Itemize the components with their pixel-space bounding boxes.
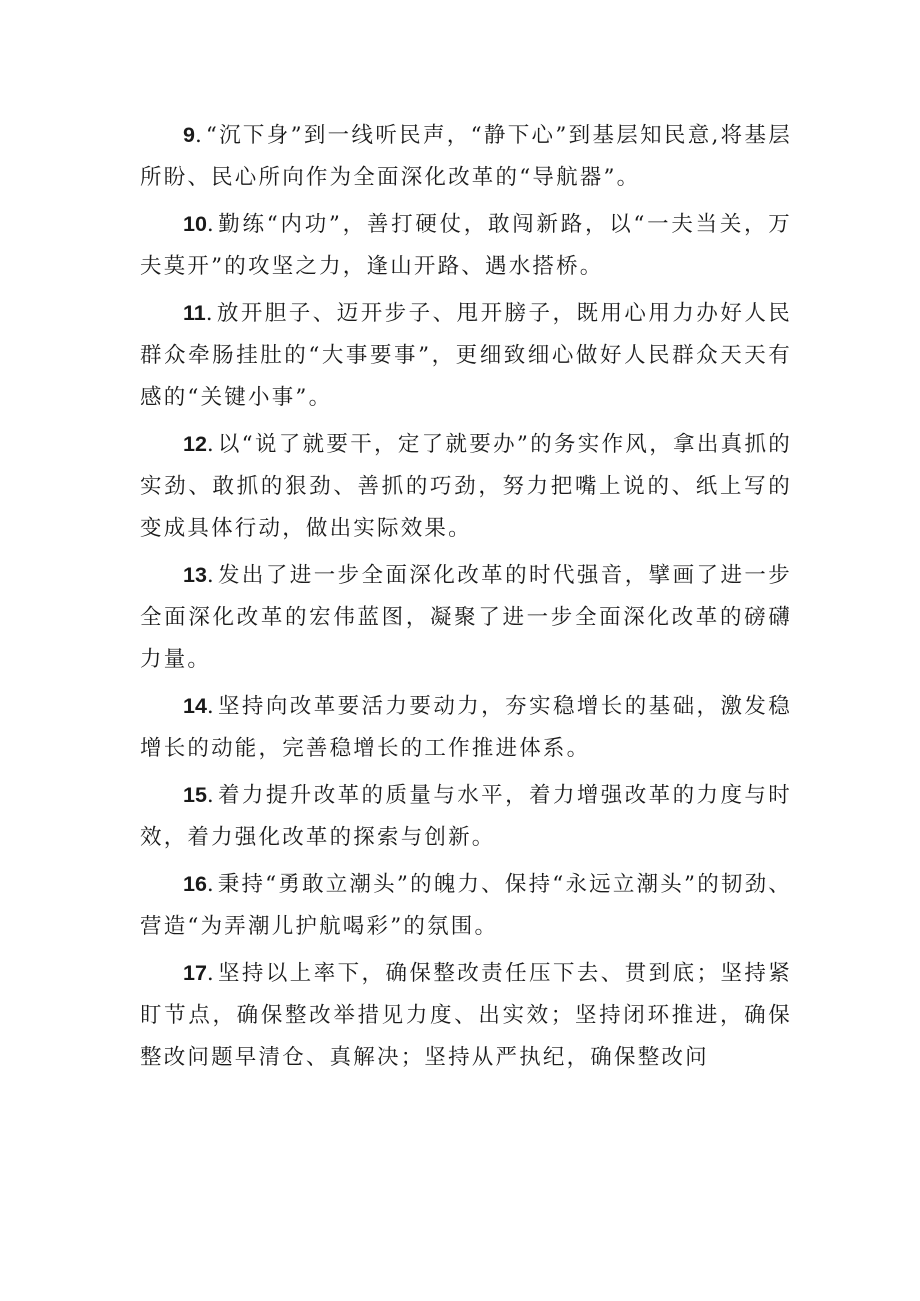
paragraph-number: 10	[183, 212, 207, 236]
paragraph-number: 11	[183, 301, 206, 325]
paragraph-number: 12	[183, 432, 207, 456]
paragraph-number: 14	[183, 694, 207, 718]
paragraph-number: 13	[183, 563, 207, 587]
paragraph-16: 16.秉持“勇敢立潮头”的魄力、保持“永远立潮头”的韧劲、营造“为弄潮儿护航喝彩”的氛围。	[140, 872, 792, 939]
paragraph-text: 秉持“勇敢立潮头”的魄力、保持“永远立潮头”的韧劲、营造“为弄潮儿护航喝彩”的氛围。	[140, 872, 792, 939]
paragraph-12: 12.以“说了就要干，定了就要办”的务实作风，拿出真抓的实劲、敢抓的狠劲、善抓的巧劲，努力把嘴上说的、纸上写的变成具体行动，做出实际效果。	[140, 432, 792, 541]
paragraph-11: 11.放开胆子、迈开步子、甩开膀子，既用心用力办好人民群众牵肠挂肚的“大事要事”，更细致细心做好人民群众天天有感的“关键小事”。	[140, 301, 792, 410]
paragraph-text: 坚持向改革要活力要动力，夯实稳增长的基础，激发稳增长的动能，完善稳增长的工作推进体系。	[140, 694, 792, 761]
paragraph-text: 以“说了就要干，定了就要办”的务实作风，拿出真抓的实劲、敢抓的狠劲、善抓的巧劲，努力把嘴上说的、纸上写的变成具体行动，做出实际效果。	[140, 432, 792, 541]
paragraph-17: 17.坚持以上率下，确保整改责任压下去、贯到底；坚持紧盯节点，确保整改举措见力度、出实效；坚持闭环推进，确保整改问题早清仓、真解决；坚持从严执纪，确保整改问	[140, 961, 792, 1070]
paragraph-number: 16	[183, 872, 207, 896]
paragraph-13: 13.发出了进一步全面深化改革的时代强音，擘画了进一步全面深化改革的宏伟蓝图，凝聚了进一步全面深化改革的磅礴力量。	[140, 563, 792, 672]
paragraph-text: 勤练“内功”，善打硬仗，敢闯新路，以“一夫当关，万夫莫开”的攻坚之力，逢山开路、遇水搭桥。	[140, 212, 792, 279]
paragraph-number: 9	[183, 123, 195, 147]
paragraph-9: 9.“沉下身”到一线听民声，“静下心”到基层知民意,将基层所盼、民心所向作为全面深化改革的“导航器”。	[140, 123, 792, 190]
paragraph-10: 10.勤练“内功”，善打硬仗，敢闯新路，以“一夫当关，万夫莫开”的攻坚之力，逢山开路、遇水搭桥。	[140, 212, 792, 279]
paragraph-15: 15.着力提升改革的质量与水平，着力增强改革的力度与时效，着力强化改革的探索与创新。	[140, 783, 792, 850]
paragraph-number: 17	[183, 961, 207, 985]
paragraph-text: 着力提升改革的质量与水平，着力增强改革的力度与时效，着力强化改革的探索与创新。	[140, 783, 792, 850]
document-body	[140, 114, 792, 1083]
paragraph-text: 放开胆子、迈开步子、甩开膀子，既用心用力办好人民群众牵肠挂肚的“大事要事”，更细致细心做好人民群众天天有感的“关键小事”。	[140, 301, 792, 410]
paragraph-text: 发出了进一步全面深化改革的时代强音，擘画了进一步全面深化改革的宏伟蓝图，凝聚了进一步全面深化改革的磅礴力量。	[140, 563, 792, 672]
paragraph-text: “沉下身”到一线听民声，“静下心”到基层知民意,将基层所盼、民心所向作为全面深化改革的“导航器”。	[140, 123, 792, 190]
paragraph-text: 坚持以上率下，确保整改责任压下去、贯到底；坚持紧盯节点，确保整改举措见力度、出实效；坚持闭环推进，确保整改问题早清仓、真解决；坚持从严执纪，确保整改问	[140, 961, 792, 1070]
paragraph-14: 14.坚持向改革要活力要动力，夯实稳增长的基础，激发稳增长的动能，完善稳增长的工作推进体系。	[140, 694, 792, 761]
paragraph-number: 15	[183, 783, 207, 807]
